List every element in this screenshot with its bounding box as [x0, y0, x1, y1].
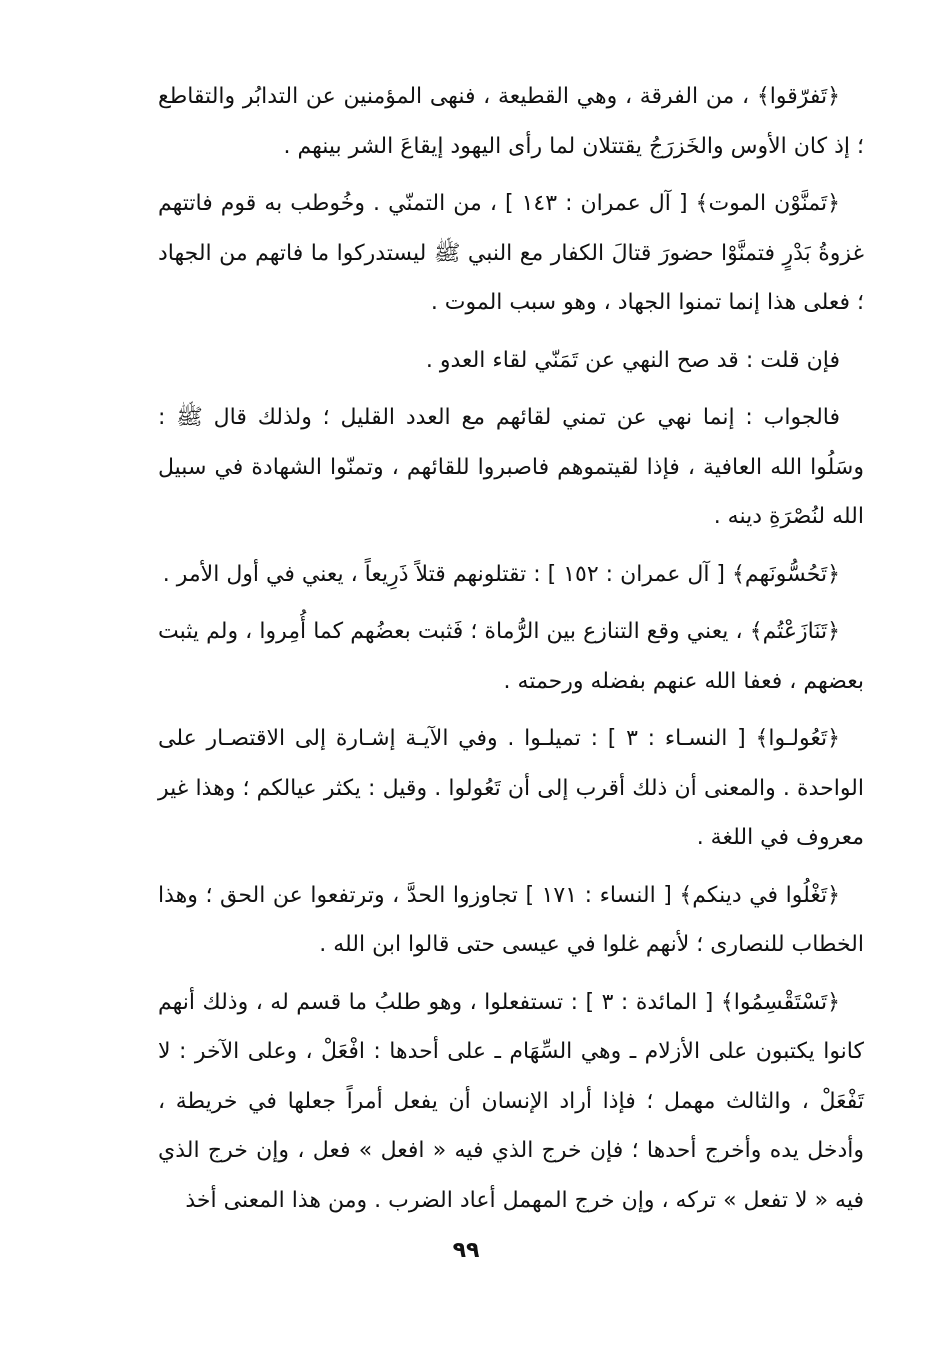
paragraph-tastaqsimu: ﴿تَسْتَقْسِمُوا﴾ [ المائدة : ٣ ] : تستفعلوا ، وهو طلبُ ما قسم له ، وذلك أنهم كانوا يكتبون على الأزلام ـ وهي السِّهَام ـ على أحدها : افْعَلْ ، وعلى الآخر : لا تَفْعَلْ ، والثالث مهمل ؛ فإذا أراد الإنسان أن يفعل أمراً جعلها في خريطة ، وأدخل يده وأخرج أحدها ؛ فإن خرج الذي فيه « افعل » فعل ، وإن خرج الذي فيه « لا تفعل » تركه ، وإن خرج المهمل أعاد الضرب . ومن هذا المعنى أخذ — [158, 989, 864, 1213]
paragraph-taulu: ﴿تَعُولـوا﴾ [ النسـاء : ٣ ] : تميلـوا . وفي الآيـة إشـارة إلى الاقتصـار على الواحدة . والمعنى أن ذلك أقرب إلى أن تَعُولوا . وقيل : يكثر عيالكم ؛ وهذا غير معروف في اللغة . — [158, 726, 864, 850]
book-page-body — [158, 72, 864, 1233]
page-number: ٩٩ — [452, 1238, 480, 1263]
paragraph-taghlu: ﴿تَغْلُوا في دينكم﴾ [ النساء : ١٧١ ] تجاوزوا الحدَّ ، وترتفعوا عن الحق ؛ وهذا الخطاب للنصارى ؛ لأنهم غلوا في عيسى حتى قالوا ابن الله . — [158, 882, 864, 957]
paragraph-tamannawn: ﴿تَمنَّوْن الموت﴾ [ آل عمران : ١٤٣ ] ، من التمنّي . وخُوطب به قوم فاتتهم غزوةُ بَدْرٍ فتمنَّوْا حضورَ قتالَ الكفار مع النبي ﷺ ليستدركوا ما فاتهم من الجهاد ؛ فعلى هذا إنما تمنوا الجهاد ، وهو سبب الموت . — [158, 191, 864, 315]
paragraph-objection: فإن قلت : قد صح النهي عن تَمَنّي لقاء العدو . — [425, 347, 840, 373]
paragraph-tanazatum: ﴿تَنَازَعْتُم﴾ ، يعني وقع التنازع بين الرُّماة ؛ فَثبت بعضُهم كما أُمِروا ، ولم يثبت بعضهم ، فعفا الله عنهم بفضله ورحمته . — [158, 619, 864, 694]
paragraph-answer: فالجواب : إنما نهي عن تمني لقائهم مع العدد القليل ؛ ولذلك قال ﷺ : وسَلُوا الله العافية ، فإذا لقيتموهم فاصبروا للقائهم ، وتمنّوا الشهادة في سبيل الله لنُصْرَةِ دينه . — [158, 405, 864, 529]
paragraph-tahussunahum: ﴿تَحُسُّونَهم﴾ [ آل عمران : ١٥٢ ] : تقتلونهم قتلاً ذَرِيعاً ، يعني في أول الأمر . — [162, 561, 840, 587]
paragraph-tafarraqu: ﴿تَفرّقوا﴾ ، من الفرقة ، وهي القطيعة ، فنهى المؤمنين عن التدابُر والتقاطع ؛ إذ كان الأوس والخَزرَجُ يقتتلان لما رأى اليهود إيقاعَ الشر بينهم . — [158, 84, 864, 159]
